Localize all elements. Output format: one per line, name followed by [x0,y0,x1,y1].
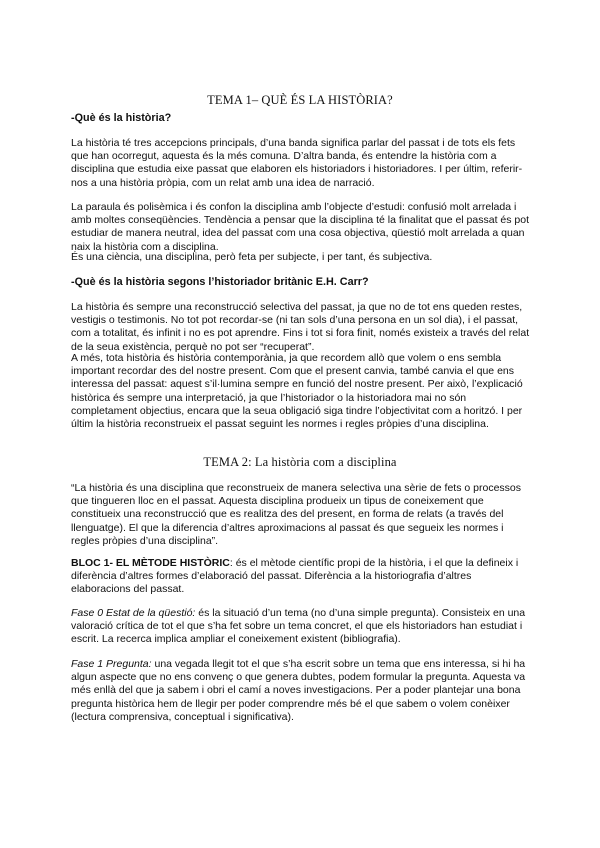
tema2-title: TEMA 2: La història com a disciplina [203,455,397,469]
bloc1-paragraph [71,557,533,597]
tema1-title: TEMA 1– QUÈ ÉS LA HISTÒRIA? [207,93,393,107]
bloc1-heading: BLOC 1- EL MÈTODE HISTÒRIC [71,557,230,569]
question-2: -Què és la història segons l’historiador britànic E.H. Carr? [71,276,369,288]
fase0-text: és la situació d’un tema (no d’una simple pregunta). Consisteix en una valoració crítica de tot el que s’ha fet sobre un tema concret, el que els historiadors han estudiat i escrit. La recerca implica ampliar el coneixement existent (bibliografia). [71,607,526,646]
paragraph-5: A més, tota història és història contemporània, ja que recordem allò que volem o ens sembla important recordar des del nostre present. Com que el present canvia, també canvia el que ens interessa del passat: aquest s’il·lumina sempre en funció del nostre present. Per això, l’explicació històrica és sempre una interpretació, ja que l’historiador o la historiadora mai no són completament objectius, encara que la seua obligació siga tindre l’objectivitat com a horitzó. I per últim la història reconstrueix el passat seguint les normes i regles pròpies d’una disciplina. [71,352,523,431]
bloc1-text: : és el mètode científic propi de la història, i el que la defineix i diferència d’altres formes d’elaboració del passat. Diferència a la historiografia d’altres elaboracions del passat. [71,557,519,596]
definition-quote: “La història és una disciplina que reconstrueix de manera selectiva una sèrie de fets o processos que tingueren lloc en el passat. Aquesta disciplina produeix un tipus de coneixement que constitueix una reconstrucció que es realitza des del present, en forma de relats (a través del llenguatge). El que la diferencia d’altres aproximacions al passat és que segueix les normes i regles pròpies d’una disciplina”. [71,482,521,547]
paragraph-3: És una ciència, una disciplina, però feta per subjecte, i per tant, és subjectiva. [71,251,433,263]
paragraph-2: La paraula és polisèmica i és confon la disciplina amb l’objecte d’estudi: confusió molt arrelada i amb moltes conseqüències. Tendència a pensar que la disciplina té la finalitat que el passat és pot estudiar de manera neutral, idea del passat com una cosa objectiva, qüestió molt arrelada a quan naix la història com a disciplina. [71,201,530,253]
paragraph-1: La història té tres accepcions principals, d’una banda significa parlar del passat i de tots els fets que han ocorregut, aquesta és la més comuna. D’altra banda, és entendre la història com a disciplina que estudia eixe passat que elaboren els historiadors i historiadores. I per últim, referir-nos a una història pròpia, com un relat amb una idea de narració. [71,137,523,189]
paragraph-4: La història és sempre una reconstrucció selectiva del passat, ja que no de tot ens queden restes, vestigis o testimonis. No tot pot recordar-se (ni tan sols d’una persona en un sol dia), i el passat, com a totalitat, és infinit i no es pot aprendre. Fins i tot si fora finit, només existeix a través del relat de la seua existència, perquè no pot ser “recuperat”. [71,301,530,353]
fase0-paragraph [71,607,533,647]
fase1-paragraph [71,658,533,724]
fase0-label: Fase 0 Estat de la qüestió: [71,607,196,619]
question-1: -Què és la història? [71,112,172,124]
fase1-text: una vegada llegit tot el que s’ha escrit sobre un tema que ens interessa, si hi ha algun aspecte que no ens convenç o que genera dubtes, podem formular la pregunta. Aquesta va més enllà del que ja sabem i obri el camí a noves investigacions. Per a poder plantejar una bona pregunta històrica hem de llegir per poder comprendre més bé el que sabem o volem conèixer (lectura comprensiva, conceptual i significativa). [71,658,526,723]
fase1-label: Fase 1 Pregunta: [71,658,152,670]
